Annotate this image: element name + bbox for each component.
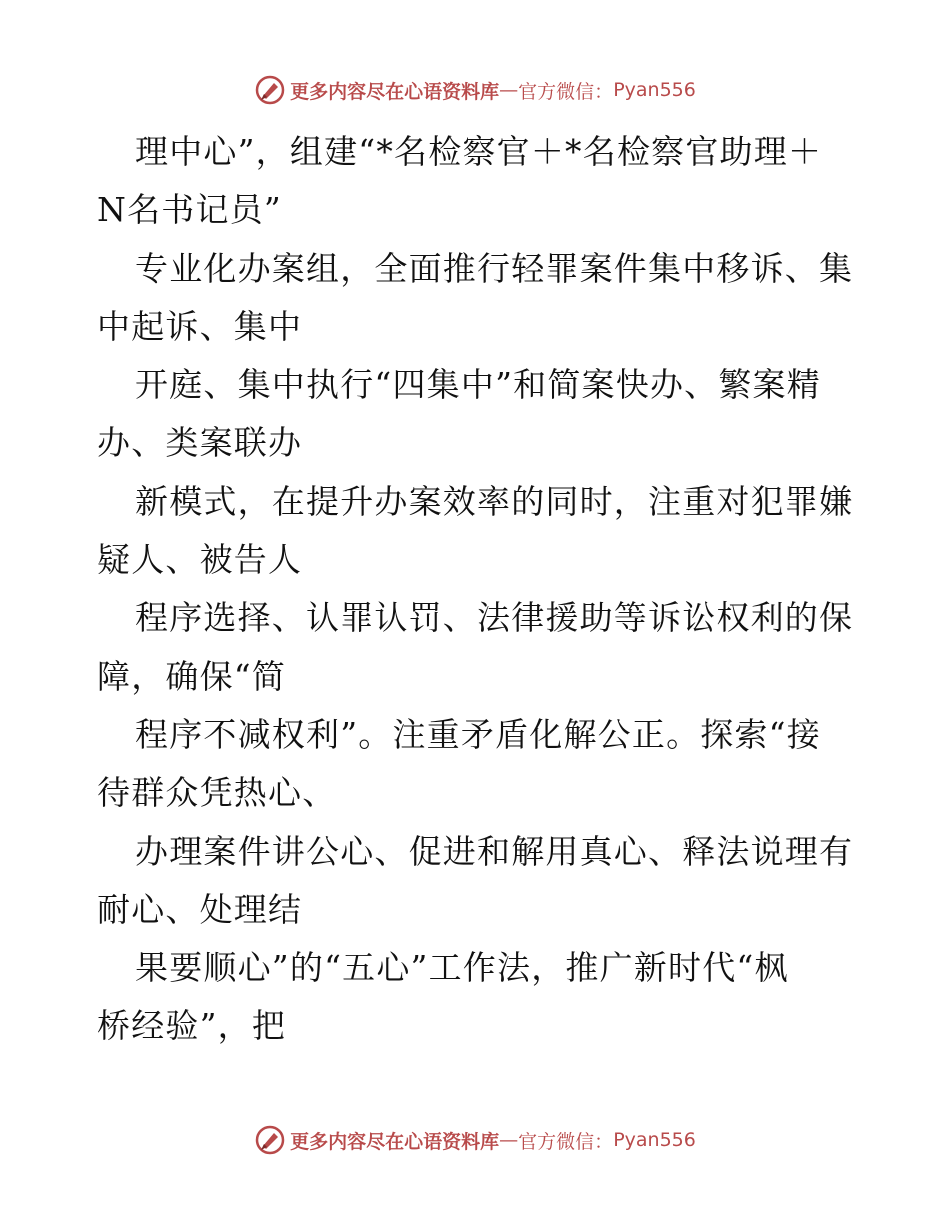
header-watermark bbox=[0, 70, 950, 110]
text-line: 程序选择、认罪认罚、法律援助等诉讼权利的保 bbox=[135, 598, 854, 638]
footer-wechat-id: Pyan556 bbox=[613, 1129, 696, 1151]
footer-watermark bbox=[0, 1120, 950, 1160]
text-line: 果要顺心”的“五心”工作法，推广新时代“枫 bbox=[135, 948, 789, 988]
footer-separator: — bbox=[499, 1129, 519, 1151]
footer-wechat-label: 官方微信： bbox=[518, 1130, 614, 1153]
text-line: 障，确保“简 bbox=[97, 656, 287, 696]
text-line: 新模式，在提升办案效率的同时，注重对犯罪嫌 bbox=[135, 481, 854, 521]
text-line: 理中心”，组建“*名检察官＋*名检察官助理＋ bbox=[135, 132, 823, 171]
header-brand-text: 更多内容尽在心语资料库 bbox=[290, 80, 500, 103]
text-line: N名书记员” bbox=[97, 190, 282, 230]
text-line: 专业化办案组，全面推行轻罪案件集中移诉、集 bbox=[135, 248, 854, 288]
footer-brand-text: 更多内容尽在心语资料库 bbox=[290, 1130, 500, 1153]
text-line: 开庭、集中执行“四集中”和简案快办、繁案精 bbox=[135, 365, 821, 405]
text-line: 程序不减权利”。注重矛盾化解公正。探索“接 bbox=[135, 714, 821, 754]
text-line: 耐心、处理结 bbox=[97, 889, 303, 929]
body-text bbox=[97, 123, 857, 1056]
pen-nib-logo-icon bbox=[254, 1124, 286, 1156]
header-wechat-id: Pyan556 bbox=[613, 79, 696, 101]
text-line: 办、类案联办 bbox=[97, 423, 303, 463]
header-wechat-label: 官方微信： bbox=[518, 80, 614, 103]
pen-nib-logo-icon bbox=[254, 74, 286, 106]
text-line: 中起诉、集中 bbox=[97, 306, 303, 346]
text-line: 疑人、被告人 bbox=[97, 540, 303, 580]
text-line: 待群众凭热心、 bbox=[97, 773, 337, 813]
header-separator: — bbox=[499, 79, 519, 101]
text-line: 桥经验”，把 bbox=[97, 1006, 287, 1046]
text-line: 办理案件讲公心、促进和解用真心、释法说理有 bbox=[135, 831, 854, 871]
